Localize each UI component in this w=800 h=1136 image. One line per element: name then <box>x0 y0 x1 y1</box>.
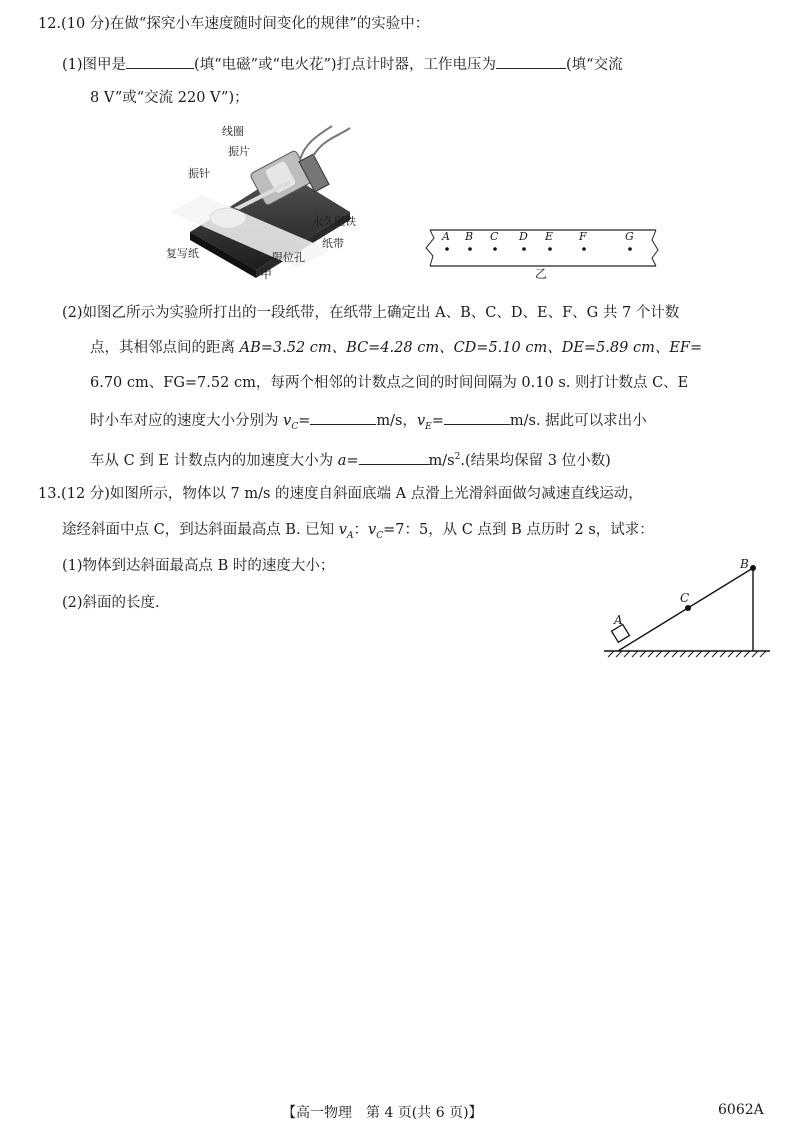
wire-2 <box>300 126 332 160</box>
var-vC2: v <box>368 522 377 538</box>
tape-label-A: A <box>442 230 450 243</box>
q12-part2-line4-a: 时小车对应的速度大小分别为 <box>90 413 284 429</box>
answer-blank-timer-type[interactable] <box>126 54 194 69</box>
eq-sign-vE: = <box>431 413 444 429</box>
var-vA: v <box>338 522 347 538</box>
q12-part1-text-a: (1)图甲是 <box>62 57 127 73</box>
label-limit-hole: 限位孔 <box>272 251 305 264</box>
label-carbon-paper: 复写纸 <box>166 247 199 260</box>
label-tape: 纸带 <box>322 237 344 250</box>
q12-part1-line1 <box>62 54 623 75</box>
var-vC: v <box>283 413 292 429</box>
tape-torn-left <box>426 230 434 266</box>
q12-part1-text-b: (填“电磁”或“电火花”)打点计时器，工作电压为 <box>194 57 497 73</box>
q12-part1-line2: 8 V”或“交流 220 V”)； <box>90 90 249 106</box>
answer-blank-vE[interactable] <box>444 410 510 425</box>
q12-part2-line3: 6.70 cm、FG=7.52 cm，每两个相邻的计数点之间的时间间隔为 0.10 s. 则打计数点 C、E <box>90 375 689 391</box>
tape-torn-right <box>652 230 658 266</box>
var-vA-sub: A <box>347 530 354 541</box>
page-footer: 【高一物理 第 4 页(共 6 页)】 <box>282 1105 483 1121</box>
figure-incline <box>600 556 775 660</box>
paper-tape-diagram <box>420 222 660 272</box>
q12-stem: 12.(10 分)在做“探究小车速度随时间变化的规律”的实验中： <box>38 16 430 32</box>
var-vC2-sub: C <box>376 530 384 541</box>
tape-label-G: G <box>625 230 634 243</box>
eq-sign-a: = <box>346 452 359 469</box>
tape-dot-F <box>582 247 586 251</box>
var-a: a <box>337 452 347 469</box>
tape-label-B: B <box>465 230 474 243</box>
eq-sign-vC: = <box>298 413 311 429</box>
tape-dot-A <box>445 247 449 251</box>
q12-part2-line2-pre: 点，其相邻点间的距离 <box>90 340 240 356</box>
sliding-block <box>612 624 630 642</box>
q13-line2-a: 途经斜面中点 C，到达斜面最高点 B. 已知 <box>62 522 339 538</box>
ground-hatch <box>608 651 766 657</box>
tape-label-C: C <box>490 230 499 243</box>
q12-part2-distances: AB=3.52 cm、BC=4.28 cm、CD=5.10 cm、DE=5.89 cm、EF= <box>239 340 703 356</box>
q12-part2-line1: (2)如图乙所示为实验所打出的一段纸带，在纸带上确定出 A、B、C、D、E、F、G 共 7 个计数 <box>62 305 680 321</box>
incline-diagram <box>600 556 775 660</box>
figure-jia <box>160 120 360 280</box>
q12-part1-text-c: (填“交流 <box>566 57 623 73</box>
var-vE: v <box>416 413 426 429</box>
label-vibrating-plate: 振片 <box>228 145 250 158</box>
var-vC-sub: C <box>291 421 299 432</box>
incline-label-B: B <box>740 557 749 571</box>
q13-line1: 13.(12 分)如图所示，物体以 7 m/s 的速度自斜面底端 A 点滑上光滑斜面做匀减速直线运动， <box>38 486 643 502</box>
q13-line2 <box>62 520 654 546</box>
q12-part2-line4-c: m/s. 据此可以求出小 <box>509 413 647 429</box>
incline-label-C: C <box>680 591 690 605</box>
answer-blank-voltage[interactable] <box>496 54 566 69</box>
q12-part2-line2 <box>90 338 702 358</box>
label-needle: 振针 <box>188 167 210 180</box>
tape-dot-D <box>522 247 526 251</box>
label-coil: 线圈 <box>222 125 244 138</box>
figure-yi <box>420 222 660 282</box>
q13-line2-b: ，从 C 点到 B 点历时 2 s，试求： <box>428 522 654 538</box>
tape-label-F: F <box>579 230 587 243</box>
answer-blank-acceleration[interactable] <box>359 450 429 465</box>
wire-1 <box>310 128 350 162</box>
ratio-value: =7：5 <box>383 522 429 538</box>
tape-dot-E <box>548 247 552 251</box>
tape-label-E: E <box>545 230 554 243</box>
tape-dot-B <box>468 247 472 251</box>
tape-dot-C <box>493 247 497 251</box>
q13-sub2: (2)斜面的长度. <box>62 595 160 611</box>
caption-jia: 甲 <box>260 267 273 281</box>
point-B <box>750 565 756 571</box>
q13-sub1: (1)物体到达斜面最高点 B 时的速度大小； <box>62 558 335 574</box>
q12-part2-line5 <box>90 447 611 471</box>
answer-blank-vC[interactable] <box>310 410 376 425</box>
q12-part2-line5-a: 车从 C 到 E 计数点内的加速度大小为 <box>90 452 338 469</box>
var-vE-sub: E <box>425 421 432 432</box>
point-C <box>685 605 691 611</box>
caption-yi: 乙 <box>535 267 548 281</box>
unit-exponent: 2 <box>454 452 461 462</box>
q12-part2-line5-b: .(结果均保留 3 位小数) <box>460 452 611 469</box>
unit-acceleration: m/s <box>428 452 455 469</box>
q12-part2-line4-b: m/s， <box>376 413 417 429</box>
tape-label-D: D <box>519 230 528 243</box>
incline-label-A: A <box>614 613 623 627</box>
label-magnet: 永久磁铁 <box>312 215 356 228</box>
ratio-colon: ： <box>353 522 368 538</box>
q12-part2-line4 <box>90 410 647 437</box>
exam-code: 6062A <box>718 1102 764 1118</box>
tape-dot-G <box>628 247 632 251</box>
